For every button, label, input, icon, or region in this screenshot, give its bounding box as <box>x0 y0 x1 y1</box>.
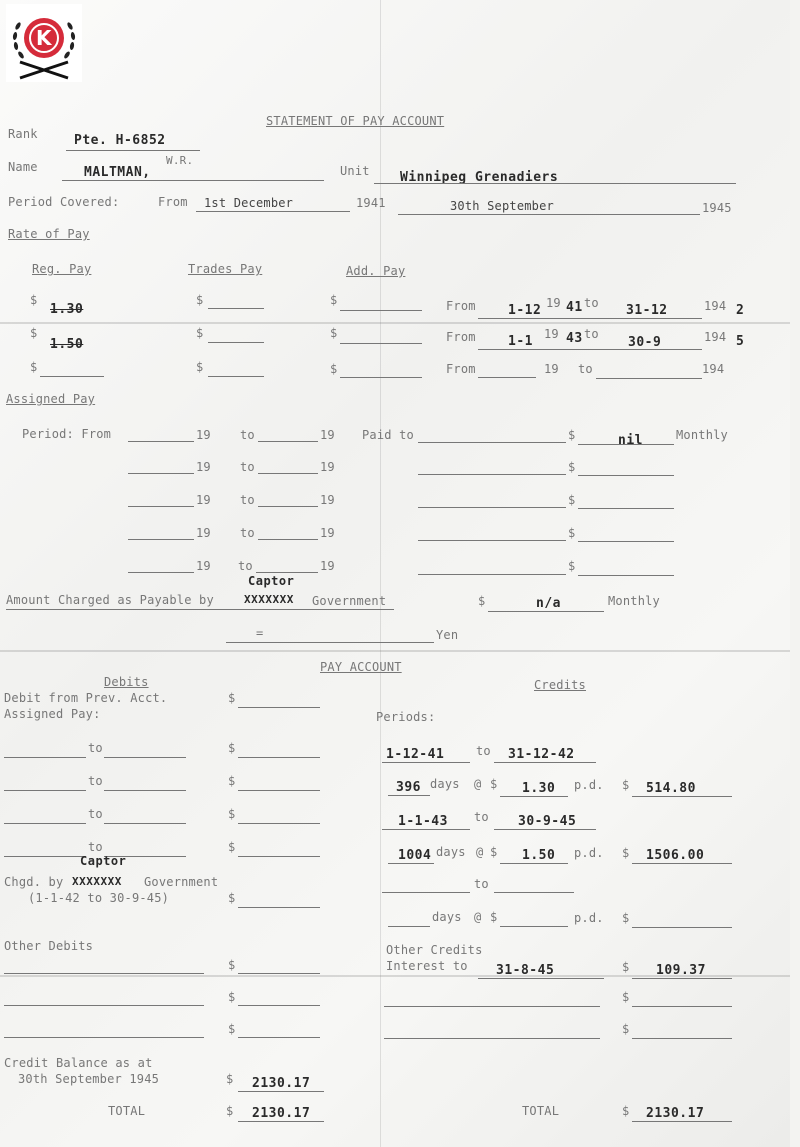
reg-pay-label: Reg. Pay <box>32 262 92 276</box>
p2-amount-underline <box>632 863 732 864</box>
rate2-from-year: 43 <box>566 331 583 346</box>
p2-to: 30-9-45 <box>518 814 577 829</box>
total-credits-underline <box>632 1121 732 1122</box>
dollar-sign: $ <box>228 1022 236 1036</box>
assigned-amount-underline <box>578 444 674 445</box>
period-from-label: From <box>158 195 188 209</box>
assigned-to-label: to <box>240 428 255 442</box>
rank-value: Pte. H-6852 <box>74 133 166 148</box>
other-debit-desc-underline <box>4 973 204 974</box>
debit-to-label: to <box>88 774 103 788</box>
interest-date-underline <box>478 978 604 979</box>
dollar-sign: $ <box>622 990 630 1004</box>
p2-from: 1-1-43 <box>398 814 448 829</box>
assigned-nineteen: 19 <box>320 526 335 540</box>
logo-letter: K <box>36 26 52 50</box>
total-credits-amount: 2130.17 <box>646 1106 705 1121</box>
unit-underline <box>374 183 736 184</box>
dollar-sign: $ <box>478 594 486 608</box>
name-label: Name <box>8 160 38 174</box>
other-credit-amount-underline <box>632 1006 732 1007</box>
dollar-sign: $ <box>622 846 630 860</box>
p2-amount: 1506.00 <box>646 848 705 863</box>
dollar-sign: $ <box>228 958 236 972</box>
xed-out-text: XXXXXXX <box>244 593 294 606</box>
assigned-amount-underline <box>578 475 674 476</box>
rank-underline <box>66 150 200 151</box>
total-credits-label: TOTAL <box>522 1104 560 1118</box>
at-label: @ <box>476 845 484 859</box>
debit-amount-underline <box>238 757 320 758</box>
captor-correction: Captor <box>80 854 127 868</box>
unit-label: Unit <box>340 164 370 178</box>
p1-rate-underline <box>500 796 568 797</box>
rate-nineteen: 19 <box>544 327 559 341</box>
dollar-sign: $ <box>622 778 630 792</box>
dollar-sign: $ <box>228 990 236 1004</box>
p3-rate-underline <box>500 926 568 927</box>
dollar-sign: $ <box>196 326 204 340</box>
pay-account-title: PAY ACCOUNT <box>320 660 402 674</box>
dollar-sign: $ <box>490 777 498 791</box>
rate1-from-year: 41 <box>566 300 583 315</box>
dollar-sign: $ <box>568 559 576 573</box>
credit-to-label: to <box>474 810 489 824</box>
rate-194: 194 <box>704 330 727 344</box>
paid-to-underline <box>418 540 566 541</box>
dollar-sign: $ <box>330 362 338 376</box>
paid-to-underline <box>418 442 566 443</box>
assigned-amount-underline <box>578 575 674 576</box>
credit-balance-date: 30th September 1945 <box>18 1072 160 1086</box>
assigned-to-label: to <box>240 460 255 474</box>
debit-from-underline <box>4 790 86 791</box>
p1-to-underline <box>494 762 596 763</box>
assigned-nineteen: 19 <box>320 559 335 573</box>
monthly-label: Monthly <box>608 594 660 608</box>
xed-out-text: XXXXXXX <box>72 875 122 888</box>
dollar-sign: $ <box>622 1022 630 1036</box>
rate-to-label: to <box>584 296 599 310</box>
debit-to-label: to <box>88 741 103 755</box>
interest-label: Interest to <box>386 959 468 973</box>
period-to-value: 30th September <box>450 199 554 213</box>
rate-from-label: From <box>446 330 476 344</box>
assigned-nineteen: 19 <box>320 493 335 507</box>
assigned-to-label: to <box>240 526 255 540</box>
assigned-nineteen: 19 <box>196 460 211 474</box>
other-credit-amount-underline <box>632 1038 732 1039</box>
debit-amount-underline <box>238 823 320 824</box>
p1-from: 1-12-41 <box>386 747 445 762</box>
dollar-sign: $ <box>330 326 338 340</box>
credit-balance-amount: 2130.17 <box>252 1076 311 1091</box>
other-debit-amount-underline <box>238 973 320 974</box>
total-debits-amount: 2130.17 <box>252 1106 311 1121</box>
trades-pay-underline <box>208 308 264 309</box>
rate2-underline <box>478 349 702 350</box>
credit-balance-label: Credit Balance as at <box>4 1056 153 1070</box>
dollar-sign: $ <box>228 840 236 854</box>
government-label: Government <box>144 875 219 889</box>
assigned-nineteen: 19 <box>196 428 211 442</box>
assigned-nineteen: 19 <box>320 428 335 442</box>
debit-prev-label: Debit from Prev. Acct. <box>4 691 168 705</box>
rate1-underline <box>478 318 702 319</box>
days-label: days <box>432 910 462 924</box>
p1-amount: 514.80 <box>646 781 696 796</box>
rate2-from: 1-1 <box>508 334 533 349</box>
name-value: MALTMAN, <box>84 165 151 180</box>
p2-rate-underline <box>500 863 568 864</box>
trades-pay-underline <box>208 376 264 377</box>
add-pay-underline <box>340 343 422 344</box>
assigned-to-underline <box>258 539 318 540</box>
total-debits-label: TOTAL <box>108 1104 146 1118</box>
debit-from-underline <box>4 757 86 758</box>
assigned-to-label: to <box>240 493 255 507</box>
p3-from-underline <box>382 892 470 893</box>
rate-194: 194 <box>704 299 727 313</box>
credit-to-label: to <box>476 744 491 758</box>
paid-to-label: Paid to <box>362 428 414 442</box>
assigned-to-underline <box>258 506 318 507</box>
fold-line <box>380 0 381 1147</box>
yen-equals: = <box>256 626 264 640</box>
period-from-value: 1st December <box>204 196 294 210</box>
dollar-sign: $ <box>30 326 38 340</box>
amount-charged-label: Amount Charged as Payable by <box>6 593 214 607</box>
at-label: @ <box>474 910 482 924</box>
debits-label: Debits <box>104 675 149 689</box>
rate3-from-underline <box>478 377 536 378</box>
rate-nineteen: 19 <box>546 296 561 310</box>
dollar-sign: $ <box>568 460 576 474</box>
reg-pay-rate-1: 1.30 <box>50 302 84 317</box>
p1-days: 396 <box>396 780 421 795</box>
p2-rate: 1.50 <box>522 848 556 863</box>
assigned-from-underline <box>128 506 194 507</box>
dollar-sign: $ <box>622 1104 630 1118</box>
assigned-nineteen: 19 <box>196 493 211 507</box>
debit-to-underline <box>104 790 186 791</box>
dollar-sign: $ <box>30 293 38 307</box>
other-debit-amount-underline <box>238 1037 320 1038</box>
rank-label: Rank <box>8 127 38 141</box>
interest-amount: 109.37 <box>656 963 706 978</box>
assigned-to-label: to <box>238 559 253 573</box>
dollar-sign: $ <box>228 741 236 755</box>
debit-from-underline <box>4 823 86 824</box>
rate3-nineteen: 19 <box>544 362 559 376</box>
captor-correction: Captor <box>248 574 295 588</box>
assigned-amount: nil <box>618 433 643 448</box>
dollar-sign: $ <box>568 526 576 540</box>
p1-rate: 1.30 <box>522 781 556 796</box>
dollar-sign: $ <box>226 1072 234 1086</box>
p2-days-underline <box>388 863 434 864</box>
rate-of-pay-label: Rate of Pay <box>8 227 90 241</box>
document-title: STATEMENT OF PAY ACCOUNT <box>266 114 445 128</box>
debit-amount-underline <box>238 790 320 791</box>
rate2-to: 30-9 <box>628 335 662 350</box>
rate-from-label: From <box>446 362 476 376</box>
rate3-194: 194 <box>702 362 725 376</box>
debit-amount-underline <box>238 856 320 857</box>
credit-to-label: to <box>474 877 489 891</box>
at-label: @ <box>474 777 482 791</box>
dollar-sign: $ <box>490 845 498 859</box>
dollar-sign: $ <box>568 493 576 507</box>
rate1-to-year: 2 <box>736 303 745 318</box>
debit-to-underline <box>104 823 186 824</box>
amount-charged-underline <box>6 609 394 610</box>
other-debit-desc-underline <box>4 1037 204 1038</box>
p2-days: 1004 <box>398 848 432 863</box>
rate1-from: 1-12 <box>508 303 542 318</box>
monthly-label: Monthly <box>676 428 728 442</box>
dollar-sign: $ <box>226 1104 234 1118</box>
dollar-sign: $ <box>568 428 576 442</box>
period-year-from: 1941 <box>356 196 386 210</box>
fold-line <box>0 322 790 324</box>
other-debits-label: Other Debits <box>4 939 94 953</box>
rate-to-label: to <box>578 362 593 376</box>
assigned-from-underline <box>128 539 194 540</box>
interest-date: 31-8-45 <box>496 963 555 978</box>
p2-from-underline <box>382 829 470 830</box>
reg-pay-underline <box>40 376 104 377</box>
assigned-to-underline <box>258 441 318 442</box>
assigned-period-label: Period: From <box>22 427 112 441</box>
dollar-sign: $ <box>196 293 204 307</box>
period-year-to: 1945 <box>702 201 732 215</box>
interest-amount-underline <box>632 978 732 979</box>
dollar-sign: $ <box>622 911 630 925</box>
yen-label: Yen <box>436 628 459 642</box>
period-label: Period Covered: <box>8 195 120 209</box>
other-credit-desc-underline <box>384 1038 600 1039</box>
pd-label: p.d. <box>574 778 604 792</box>
rate2-to-year: 5 <box>736 334 745 349</box>
paid-to-underline <box>418 574 566 575</box>
logo <box>6 4 82 82</box>
assigned-nineteen: 19 <box>320 460 335 474</box>
dollar-sign: $ <box>228 774 236 788</box>
rate3-to-underline <box>596 378 702 379</box>
rate-from-label: From <box>446 299 476 313</box>
p2-to-underline <box>494 829 596 830</box>
add-pay-label: Add. Pay <box>346 264 406 278</box>
p1-amount-underline <box>632 796 732 797</box>
dollar-sign: $ <box>622 960 630 974</box>
other-credit-desc-underline <box>384 1006 600 1007</box>
p1-from-underline <box>382 762 470 763</box>
assigned-to-underline <box>256 572 318 573</box>
other-debit-amount-underline <box>238 1005 320 1006</box>
debit-to-label: to <box>88 840 103 854</box>
unit-value: Winnipeg Grenadiers <box>400 170 559 185</box>
trades-pay-label: Trades Pay <box>188 262 263 276</box>
assigned-pay-label: Assigned Pay <box>6 392 96 406</box>
p1-days-underline <box>388 795 430 796</box>
days-label: days <box>436 845 466 859</box>
amount-charged-value: n/a <box>536 596 561 611</box>
periods-label: Periods: <box>376 710 436 724</box>
paid-to-underline <box>418 474 566 475</box>
assigned-from-underline <box>128 441 194 442</box>
days-label: days <box>430 777 460 791</box>
credit-balance-underline <box>238 1091 324 1092</box>
assigned-from-underline <box>128 473 194 474</box>
total-debits-underline <box>238 1121 324 1122</box>
assigned-nineteen: 19 <box>196 559 211 573</box>
amount-charged-value-underline <box>488 611 604 612</box>
p3-amount-underline <box>632 927 732 928</box>
pd-label: p.d. <box>574 911 604 925</box>
period-to-underline <box>398 214 700 215</box>
dollar-sign: $ <box>196 360 204 374</box>
assigned-pay-debit-label: Assigned Pay: <box>4 707 101 721</box>
add-pay-underline <box>340 310 422 311</box>
paid-to-underline <box>418 507 566 508</box>
reg-pay-rate-2: 1.50 <box>50 337 84 352</box>
debit-prev-underline <box>238 707 320 708</box>
trades-pay-underline <box>208 342 264 343</box>
assigned-from-underline <box>128 572 194 573</box>
name-initials: W.R. <box>166 154 194 167</box>
other-credits-label: Other Credits <box>386 943 483 957</box>
debit-to-underline <box>104 757 186 758</box>
credits-label: Credits <box>534 678 586 692</box>
chgd-period: (1-1-42 to 30-9-45) <box>28 891 170 905</box>
government-label: Government <box>312 594 387 608</box>
assigned-to-underline <box>258 473 318 474</box>
p3-to-underline <box>494 892 574 893</box>
other-debit-desc-underline <box>4 1005 204 1006</box>
p1-to: 31-12-42 <box>508 747 575 762</box>
dollar-sign: $ <box>330 293 338 307</box>
p3-days-underline <box>388 926 430 927</box>
debit-from-underline <box>4 856 86 857</box>
rate1-to: 31-12 <box>626 303 668 318</box>
period-from-underline <box>196 211 350 212</box>
dollar-sign: $ <box>490 910 498 924</box>
pd-label: p.d. <box>574 846 604 860</box>
chgd-by-label: Chgd. by <box>4 875 64 889</box>
dollar-sign: $ <box>228 691 236 705</box>
chgd-amount-underline <box>238 907 320 908</box>
dollar-sign: $ <box>30 360 38 374</box>
assigned-nineteen: 19 <box>196 526 211 540</box>
assigned-amount-underline <box>578 541 674 542</box>
assigned-amount-underline <box>578 508 674 509</box>
dollar-sign: $ <box>228 891 236 905</box>
rate-to-label: to <box>584 327 599 341</box>
dollar-sign: $ <box>228 807 236 821</box>
fold-line <box>0 650 790 652</box>
debit-to-label: to <box>88 807 103 821</box>
add-pay-underline <box>340 377 422 378</box>
name-underline <box>62 180 324 181</box>
yen-underline <box>226 642 434 643</box>
